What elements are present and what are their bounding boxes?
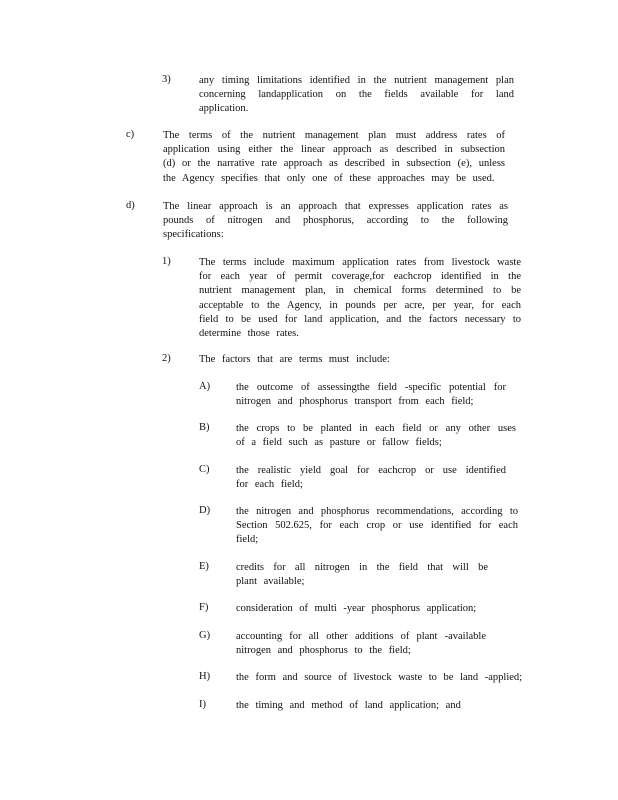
item-label: C) <box>199 464 210 475</box>
item-label: G) <box>199 630 211 641</box>
item-label: B) <box>199 422 210 433</box>
item-text: The factors that are terms must include: <box>199 354 390 365</box>
item-text: The linear approach is an approach that expresses application rates as pounds of nitrogen and phosphorus, according to the following specifications: <box>163 201 508 241</box>
item-label: H) <box>199 671 211 682</box>
item-label: I) <box>199 699 206 710</box>
item-label: c) <box>126 129 135 140</box>
item-label: D) <box>199 505 211 516</box>
item-label: d) <box>126 200 135 211</box>
item-text: any timing limitations identified in the nutrient management plan concerning landapplication on the fields available for land application. <box>199 75 514 115</box>
item-label: F) <box>199 602 209 613</box>
item-text: the nitrogen and phosphorus recommendations, according to Section 502.625, for each crop or use identified for each field; <box>236 506 518 546</box>
item-text: the crops to be planted in each field or any other uses of a field such as pasture or fallow fields; <box>236 423 516 449</box>
item-text: The terms include maximum application rates from livestock waste for each year of permit coverage,for eachcrop identified in the nutrient management plan, in chemical forms determined to be acceptable to the Agency, in pounds per acre, per year, for each field to be used for land application, and the factors necessary to determine those rates. <box>199 257 521 340</box>
item-text: the outcome of assessingthe field -specific potential for nitrogen and phosphorus transport from each field; <box>236 382 506 408</box>
item-text: The terms of the nutrient management plan must address rates of application using either the linear approach as described in subsection (d) or the narrative rate approach as described in subsection (e), unless the Agency specifies that only one of these approaches may be used. <box>163 130 505 184</box>
item-text: the realistic yield goal for eachcrop or use identified for each field; <box>236 465 506 491</box>
item-label: 1) <box>162 256 171 267</box>
item-text: the form and source of livestock waste to be land -applied; <box>236 672 523 683</box>
item-text: credits for all nitrogen in the field that will be plant available; <box>236 562 488 588</box>
item-text: the timing and method of land application; and <box>236 700 461 711</box>
item-label: 2) <box>162 353 171 364</box>
item-text: consideration of multi -year phosphorus application; <box>236 603 477 614</box>
item-text: accounting for all other additions of plant -available nitrogen and phosphorus to the field; <box>236 631 486 657</box>
item-label: E) <box>199 561 209 572</box>
item-label: A) <box>199 381 211 392</box>
item-label: 3) <box>162 74 171 85</box>
